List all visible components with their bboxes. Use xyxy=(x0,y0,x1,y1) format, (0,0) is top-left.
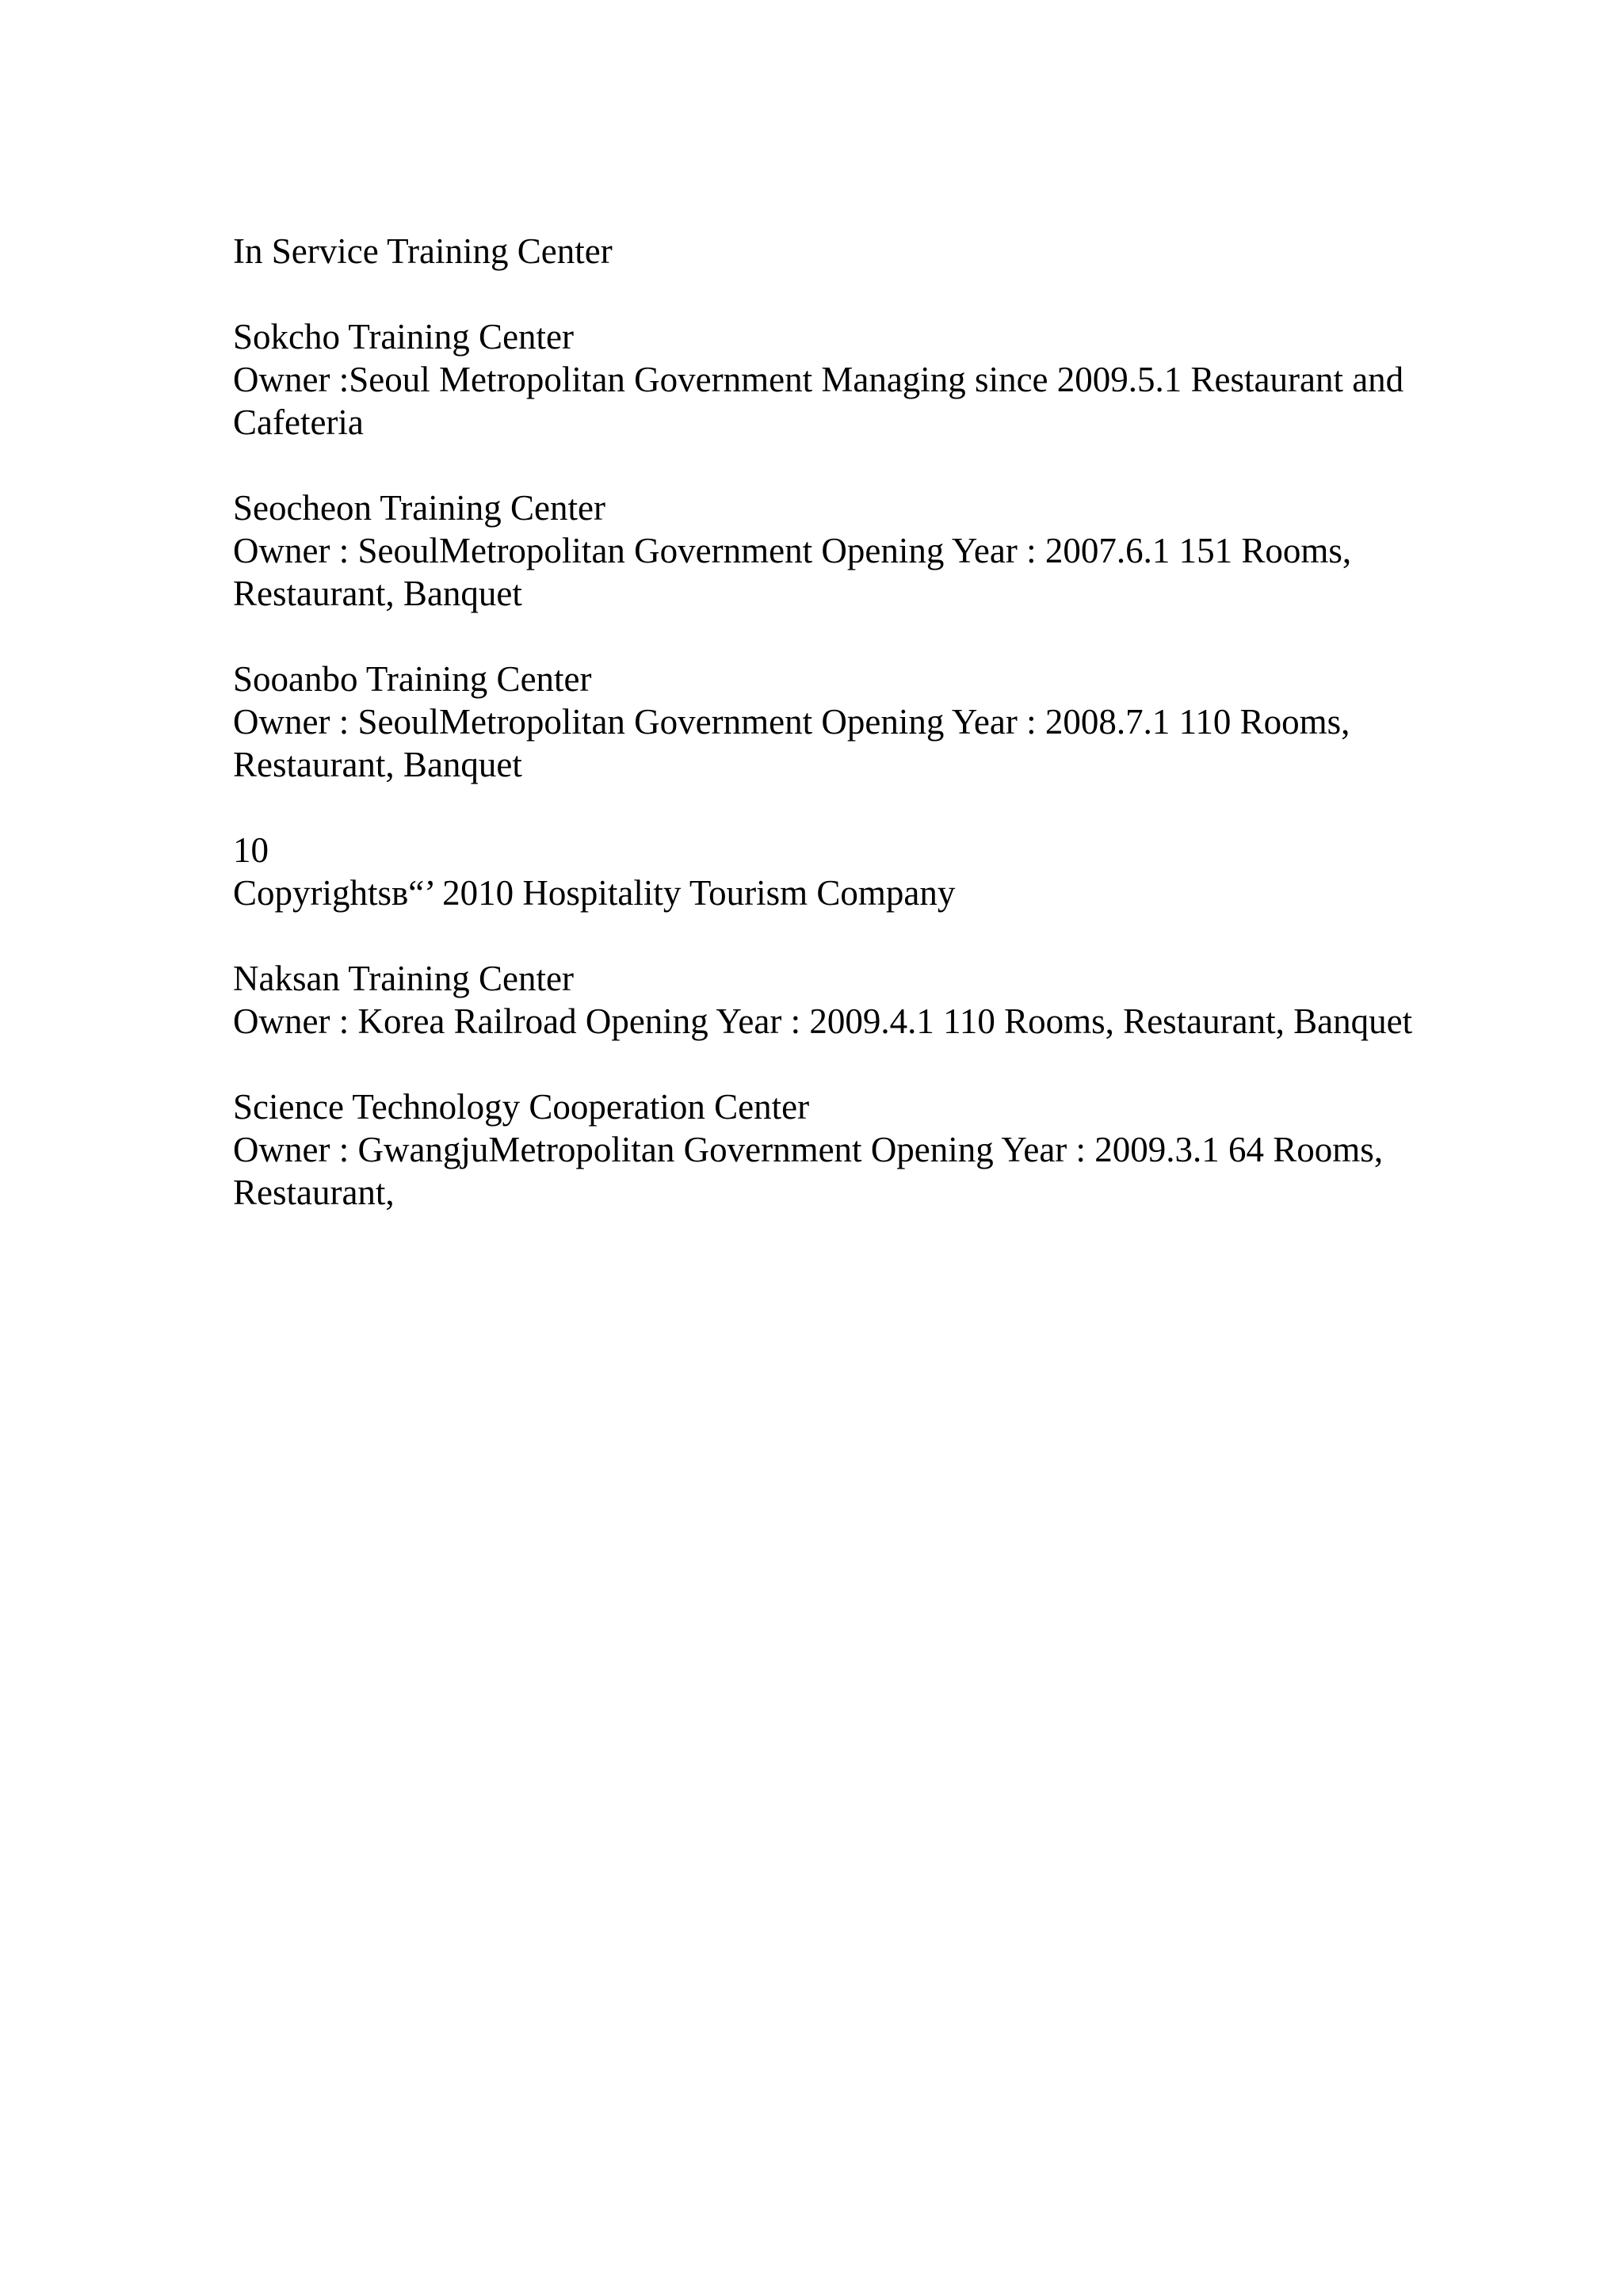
center-details: Owner : SeoulMetropolitan Government Opening Year : 2008.7.1 110 Rooms, xyxy=(233,702,1350,742)
center-entry-science-technology xyxy=(233,1085,1469,1214)
document-body xyxy=(233,230,1469,1257)
page-number: 10 xyxy=(233,830,269,870)
section-heading-block xyxy=(233,230,1469,273)
center-name: Seocheon Training Center xyxy=(233,488,605,528)
page-footer-block xyxy=(233,829,1469,914)
center-details: Owner : SeoulMetropolitan Government Opening Year : 2007.6.1 151 Rooms, xyxy=(233,531,1352,570)
center-name: Naksan Training Center xyxy=(233,959,574,998)
center-details-continued: Restaurant, xyxy=(233,1173,395,1212)
center-name: Sooanbo Training Center xyxy=(233,659,592,699)
center-details: Owner :Seoul Metropolitan Government Managing since 2009.5.1 Restaurant and xyxy=(233,360,1404,399)
center-details: Owner : GwangjuMetropolitan Government Opening Year : 2009.3.1 64 Rooms, xyxy=(233,1130,1384,1169)
center-name: Sokcho Training Center xyxy=(233,317,575,357)
center-entry-naksan xyxy=(233,957,1469,1043)
center-entry-seocheon xyxy=(233,486,1469,615)
center-entry-sokcho xyxy=(233,315,1469,444)
center-name: Science Technology Cooperation Center xyxy=(233,1087,810,1127)
section-heading: In Service Training Center xyxy=(233,231,613,271)
center-details-continued: Cafeteria xyxy=(233,402,364,442)
copyright-notice: Copyrightsв“’ 2010 Hospitality Tourism Company xyxy=(233,873,956,913)
center-details-continued: Restaurant, Banquet xyxy=(233,574,522,613)
center-details: Owner : Korea Railroad Opening Year : 2009.4.1 110 Rooms, Restaurant, Banquet xyxy=(233,1001,1413,1041)
center-entry-sooanbo xyxy=(233,658,1469,786)
center-details-continued: Restaurant, Banquet xyxy=(233,745,522,784)
